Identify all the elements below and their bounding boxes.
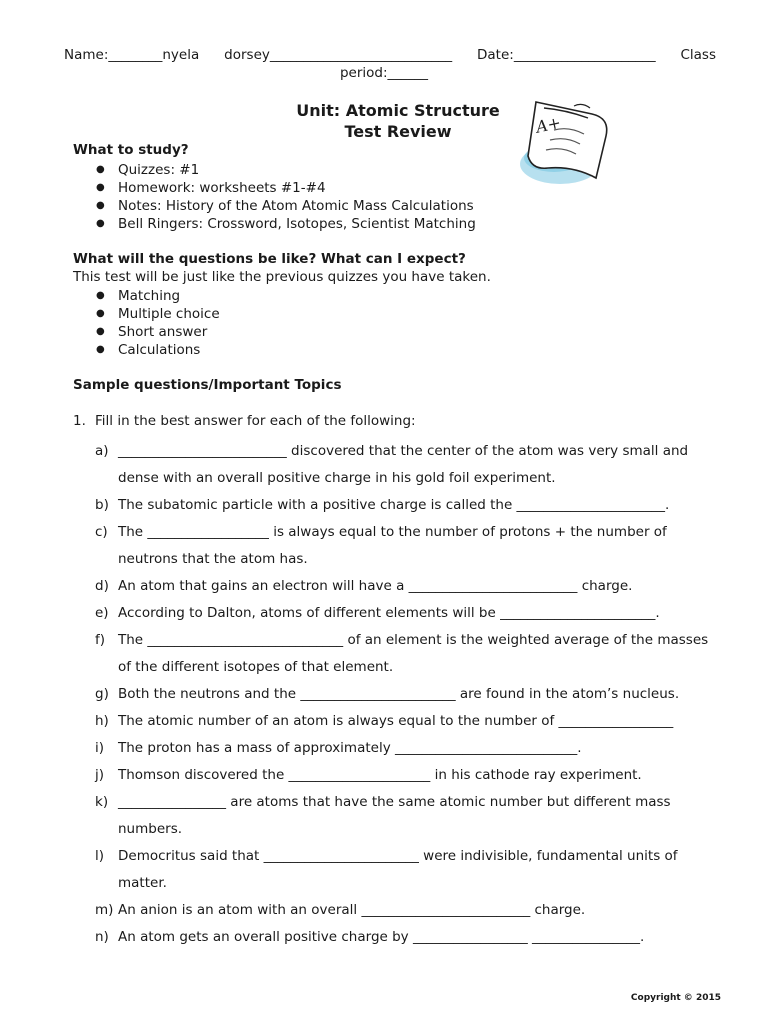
item-text: According to Dalton, atoms of different elements will be _______________________. — [118, 605, 660, 621]
item-letter: a) — [95, 443, 109, 459]
question-item — [95, 789, 715, 843]
page-subtitle: Test Review — [344, 122, 452, 141]
question-item — [95, 708, 715, 735]
item-letter: e) — [95, 605, 109, 621]
study-list — [73, 161, 476, 233]
list-item: ● Short answer — [73, 323, 220, 341]
item-letter: l) — [95, 848, 105, 864]
item-letter: m) — [95, 902, 114, 918]
unit-label: Unit — [296, 101, 334, 120]
item-text: An atom that gains an electron will have a _________________________ charge. — [118, 578, 633, 594]
expect-list — [73, 287, 220, 359]
item-text: The _____________________________ of an element is the weighted average of the masses of the different isotopes of that element. — [118, 632, 709, 675]
list-item: ● Quizzes: #1 — [73, 161, 476, 179]
item-letter: j) — [95, 767, 105, 783]
item-letter: h) — [95, 713, 109, 729]
copyright-notice: Copyright © 2015 — [630, 993, 721, 1003]
graded-paper-icon — [514, 96, 626, 188]
question-item — [95, 627, 715, 681]
item-letter: c) — [95, 524, 108, 540]
grade-mark: A+ — [534, 112, 563, 137]
page-title — [260, 101, 536, 120]
item-letter: d) — [95, 578, 109, 594]
list-item: ● Multiple choice — [73, 305, 220, 323]
list-item: ● Calculations — [73, 341, 220, 359]
item-text: Thomson discovered the _____________________ in his cathode ray experiment. — [118, 767, 642, 783]
expect-heading: What will the questions be like? What can I expect? — [73, 251, 466, 267]
item-letter: f) — [95, 632, 106, 648]
list-item: ● Notes: History of the Atom Atomic Mass Calculations — [73, 197, 476, 215]
name-date-line: Name:________nyela dorsey___________________________ Date:_____________________ Class — [64, 47, 716, 63]
question-item — [95, 519, 715, 573]
item-text: _________________________ discovered that the center of the atom was very small and dense with an overall positive charge in his gold foil experiment. — [118, 443, 689, 486]
question-item — [95, 924, 715, 951]
item-letter: k) — [95, 794, 109, 810]
question-item — [95, 573, 715, 600]
question-items — [95, 438, 715, 951]
question-1 — [73, 413, 416, 429]
sample-heading: Sample questions/Important Topics — [73, 377, 342, 393]
item-text: The subatomic particle with a positive charge is called the ______________________. — [118, 497, 670, 513]
item-text: An anion is an atom with an overall _________________________ charge. — [118, 902, 586, 918]
question-item — [95, 762, 715, 789]
unit-title: : Atomic Structure — [333, 101, 500, 120]
question-item — [95, 438, 715, 492]
item-text: The proton has a mass of approximately ___________________________. — [118, 740, 582, 756]
question-item — [95, 681, 715, 708]
item-text: The __________________ is always equal to the number of protons + the number of neutrons that the atom has. — [118, 524, 667, 567]
question-item — [95, 897, 715, 924]
list-item: ● Bell Ringers: Crossword, Isotopes, Scientist Matching — [73, 215, 476, 233]
question-item — [95, 600, 715, 627]
item-text: An atom gets an overall positive charge by _________________ ________________. — [118, 929, 645, 945]
item-letter: n) — [95, 929, 109, 945]
list-item: ● Homework: worksheets #1-#4 — [73, 179, 476, 197]
question-item — [95, 492, 715, 519]
question-item — [95, 843, 715, 897]
item-text: ________________ are atoms that have the same atomic number but different mass numbers. — [118, 794, 671, 837]
question-item — [95, 735, 715, 762]
item-letter: g) — [95, 686, 109, 702]
expect-intro: This test will be just like the previous quizzes you have taken. — [73, 269, 491, 285]
item-letter: i) — [95, 740, 105, 756]
item-text: The atomic number of an atom is always equal to the number of _________________ — [118, 713, 674, 729]
study-heading: What to study? — [73, 142, 189, 158]
item-letter: b) — [95, 497, 109, 513]
question-text: Fill in the best answer for each of the following: — [95, 413, 416, 429]
item-text: Both the neutrons and the _______________________ are found in the atom’s nucleus. — [118, 686, 680, 702]
question-number: 1. — [73, 413, 86, 429]
list-item: ● Matching — [73, 287, 220, 305]
class-period-line: period:______ — [339, 65, 429, 81]
item-text: Democritus said that _______________________ were indivisible, fundamental units of matter. — [118, 848, 678, 891]
